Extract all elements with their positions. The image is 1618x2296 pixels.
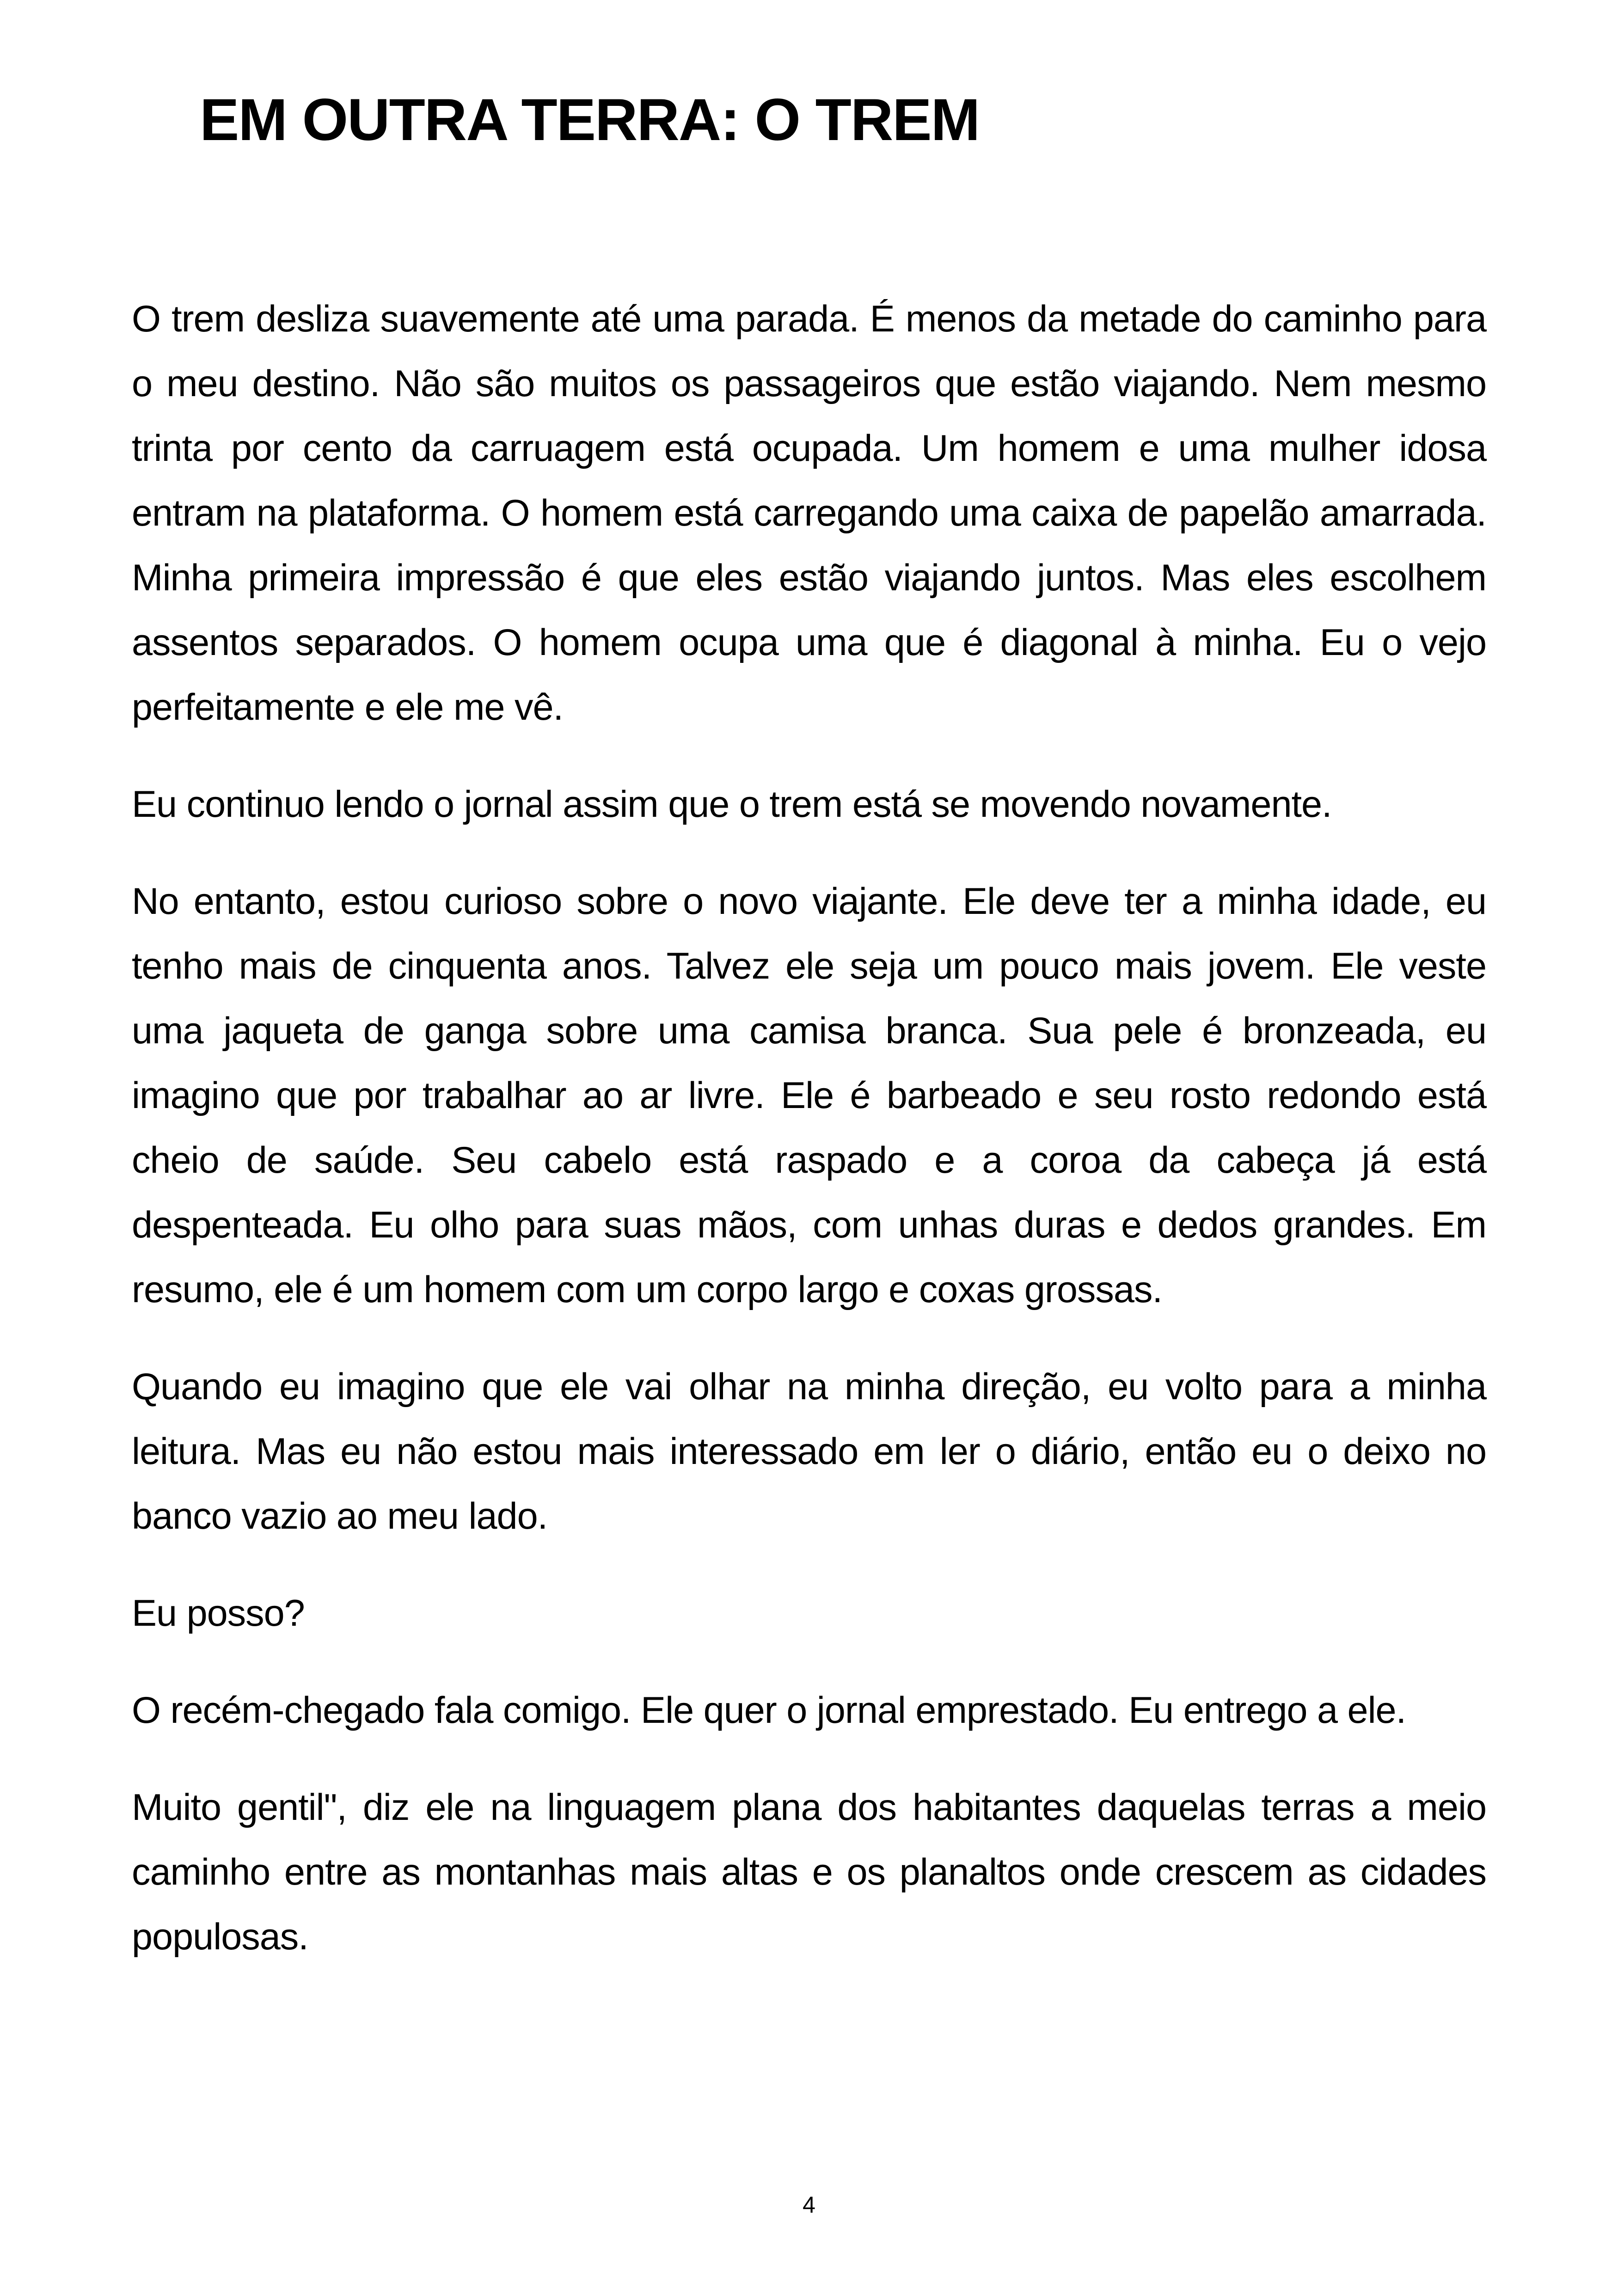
paragraph-6: O recém-chegado fala comigo. Ele quer o jornal emprestado. Eu entrego a ele. (132, 1690, 1406, 1731)
paragraph-7: Muito gentil", diz ele na linguagem plana dos habitantes daquelas terras a meio caminho entre as montanhas mais altas e os planaltos onde crescem as cidades populosas. (132, 1787, 1486, 1958)
paragraph-1: O trem desliza suavemente até uma parada. É menos da metade do caminho para o meu destino. Não são muitos os passageiros que estão viajando. Nem mesmo trinta por cento da carruagem está ocupada. Um homem e uma mulher idosa entram na plataforma. O homem está carregando uma caixa de papelão amarrada. Minha primeira impressão é que eles estão viajando juntos. Mas eles escolhem assentos separados. O homem ocupa uma que é diagonal à minha. Eu o vejo perfeitamente e ele me vê. (132, 298, 1486, 728)
page-title: EM OUTRA TERRA: O TREM (200, 87, 980, 153)
paragraph-3: No entanto, estou curioso sobre o novo viajante. Ele deve ter a minha idade, eu tenho mais de cinquenta anos. Talvez ele seja um pouco mais jovem. Ele veste uma jaqueta de ganga sobre uma camisa branca. Sua pele é bronzeada, eu imagino que por trabalhar ao ar livre. Ele é barbeado e seu rosto redondo está cheio de saúde. Seu cabelo está raspado e a coroa da cabeça já está despenteada. Eu olho para suas mãos, com unhas duras e dedos grandes. Em resumo, ele é um homem com um corpo largo e coxas grossas. (132, 881, 1486, 1310)
body-text (132, 287, 1486, 2002)
page-number: 4 (803, 2192, 815, 2218)
paragraph-5: Eu posso? (132, 1592, 305, 1634)
paragraph-4: Quando eu imagino que ele vai olhar na minha direção, eu volto para a minha leitura. Mas eu não estou mais interessado em ler o diário, então eu o deixo no banco vazio ao meu lado. (132, 1366, 1486, 1537)
paragraph-2: Eu continuo lendo o jornal assim que o trem está se movendo novamente. (132, 784, 1332, 825)
